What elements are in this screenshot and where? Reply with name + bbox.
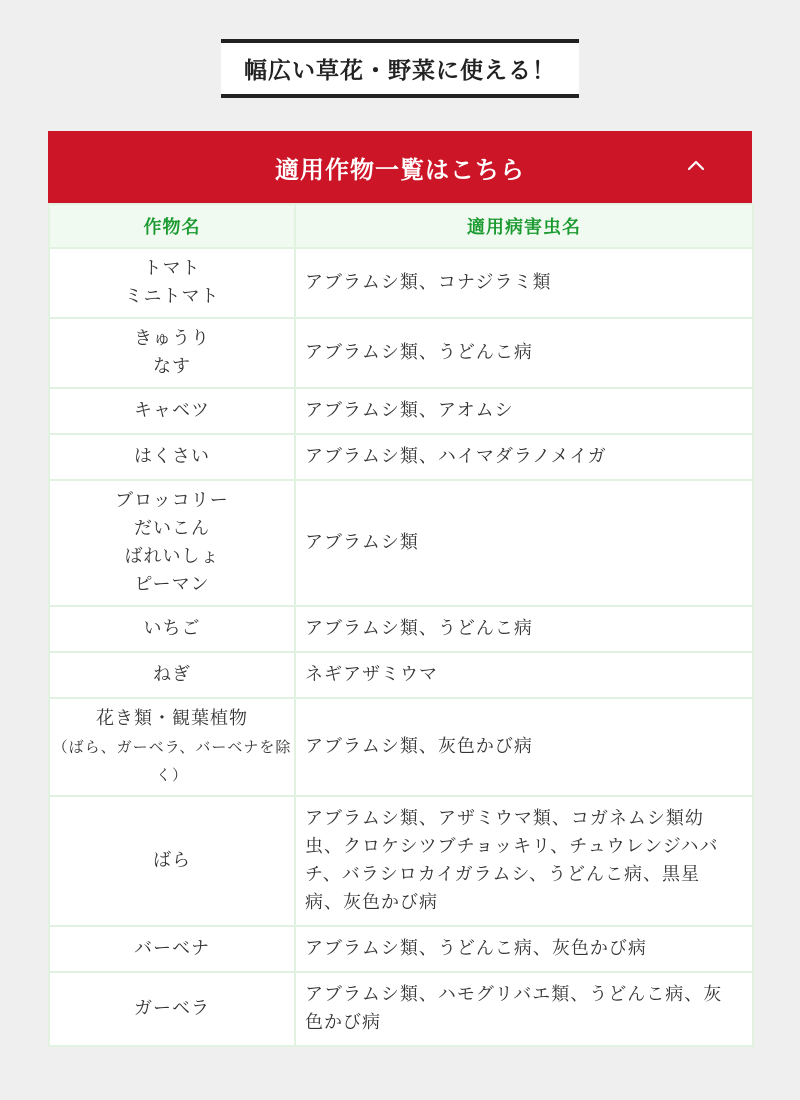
crop-cell xyxy=(49,606,295,652)
crop-cell xyxy=(49,926,295,972)
table-row xyxy=(49,388,753,434)
crop-cell xyxy=(49,434,295,480)
crop-cell xyxy=(49,318,295,388)
crop-name: ガーベラ xyxy=(134,998,210,1019)
crop-name: トマト xyxy=(143,258,201,279)
crop-name: ミニトマト xyxy=(124,286,220,307)
crop-name: ばれいしょ xyxy=(124,546,220,567)
crop-name: ピーマン xyxy=(134,574,210,595)
pest-cell: アブラムシ類、灰色かび病 xyxy=(295,698,753,796)
crop-list-panel xyxy=(48,131,752,1047)
table-header-row xyxy=(49,204,753,248)
pest-cell: アブラムシ類 xyxy=(295,480,753,606)
crop-cell xyxy=(49,796,295,926)
pest-cell: ネギアザミウマ xyxy=(295,652,753,698)
pest-cell: アブラムシ類、うどんこ病、灰色かび病 xyxy=(295,926,753,972)
accordion-toggle[interactable] xyxy=(48,131,752,203)
pest-cell: アブラムシ類、ハモグリバエ類、うどんこ病、灰色かび病 xyxy=(295,972,753,1046)
table-row xyxy=(49,972,753,1046)
crop-name: バーベナ xyxy=(134,938,210,959)
crop-cell xyxy=(49,248,295,318)
pest-cell: アブラムシ類、うどんこ病 xyxy=(295,318,753,388)
crop-cell xyxy=(49,698,295,796)
crop-name: いちご xyxy=(143,618,201,639)
crop-name: きゅうり xyxy=(134,328,210,349)
chevron-up-icon[interactable] xyxy=(686,155,706,175)
table-row xyxy=(49,698,753,796)
crop-name: 花き類・観葉植物 xyxy=(96,708,248,729)
crop-name: キャベツ xyxy=(134,400,210,421)
crop-cell xyxy=(49,652,295,698)
pest-cell: アブラムシ類、ハイマダラノメイガ xyxy=(295,434,753,480)
pest-cell: アブラムシ類、アオムシ xyxy=(295,388,753,434)
accordion-title: 適用作物一覧はこちら xyxy=(275,155,525,184)
banner-title: 幅広い草花・野菜に使える！ xyxy=(221,39,579,98)
header-crop: 作物名 xyxy=(49,204,295,248)
pest-cell: アブラムシ類、アザミウマ類、コガネムシ類幼虫、クロケシツブチョッキリ、チュウレンジハバチ、バラシロカイガラムシ、うどんこ病、黒星病、灰色かび病 xyxy=(295,796,753,926)
crop-name: だいこん xyxy=(134,518,210,539)
table-row xyxy=(49,606,753,652)
crop-cell xyxy=(49,388,295,434)
table-row xyxy=(49,652,753,698)
table-row xyxy=(49,926,753,972)
crop-cell xyxy=(49,972,295,1046)
crop-table xyxy=(48,203,754,1047)
crop-name: はくさい xyxy=(134,446,210,467)
table-row xyxy=(49,480,753,606)
crop-name: ブロッコリー xyxy=(115,490,229,511)
header-pest: 適用病害虫名 xyxy=(295,204,753,248)
table-row xyxy=(49,318,753,388)
table-row xyxy=(49,248,753,318)
crop-cell xyxy=(49,480,295,606)
pest-cell: アブラムシ類、コナジラミ類 xyxy=(295,248,753,318)
crop-name: なす xyxy=(153,356,191,377)
crop-note: （ばら、ガーベラ、バーベナを除く） xyxy=(52,738,292,784)
table-row xyxy=(49,796,753,926)
table-row xyxy=(49,434,753,480)
crop-name: ばら xyxy=(153,850,191,871)
crop-name: ねぎ xyxy=(153,664,191,685)
banner xyxy=(0,0,800,131)
pest-cell: アブラムシ類、うどんこ病 xyxy=(295,606,753,652)
